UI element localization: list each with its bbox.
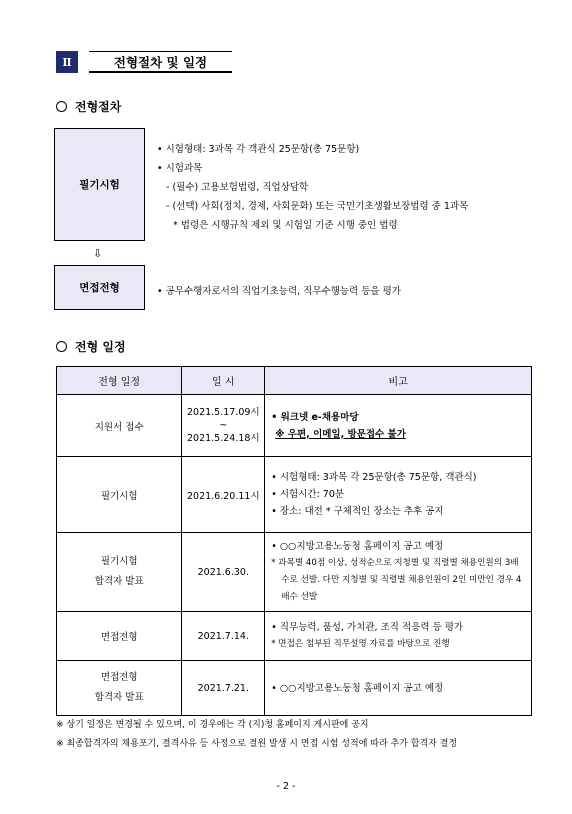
date-cell: 2021.6.30. (182, 533, 265, 612)
date-cell: 2021.5.17.09시 ~ 2021.5.24.18시 (182, 395, 265, 457)
stage-cell: 면접전형 합격자 발표 (57, 661, 182, 716)
notes-cell: • 워크넷 e-채용마당 ※ 우편, 이메일, 방문접수 불가 (265, 395, 532, 457)
footnote-2: ※ 최종합격자의 채용포기, 결격사유 등 사정으로 결원 발생 시 면접 시험 성적에 따라 추가 합격자 결정 (56, 739, 458, 749)
notes-cell: • ○○지방고용노동청 홈페이지 공고 예정 (265, 661, 532, 716)
stage-cell: 면접전형 (57, 612, 182, 661)
circle-bullet-icon (56, 341, 67, 352)
written-line-1: • 시험형태: 3과목 각 객관식 25문항(총 75문항) (157, 144, 360, 155)
stage-cell: 필기시험 합격자 발표 (57, 533, 182, 612)
date-cell: 2021.7.14. (182, 612, 265, 661)
footnote-1: ※ 상기 일정은 변경될 수 있으며, 이 경우에는 각 (지)청 홈페이지 게시판에 공지 (56, 720, 369, 730)
written-line-3: - (필수) 고용보험법령, 직업상담학 (166, 182, 309, 193)
written-line-2: • 시험과목 (157, 163, 203, 174)
table-row (57, 395, 532, 457)
notes-cell: • 직무능력, 품성, 가치관, 조직 적응력 등 평가 * 면접은 첨부된 직무설명 자료를 바탕으로 진행 (265, 612, 532, 661)
header-date: 일 시 (182, 367, 265, 395)
written-exam-box: 필기시험 (54, 128, 145, 241)
page-number: - 2 - (276, 781, 296, 792)
stage-cell: 필기시험 (57, 457, 182, 533)
table-row (57, 533, 532, 612)
header-notes: 비고 (265, 367, 532, 395)
header-stage: 전형 일정 (57, 367, 182, 395)
interview-line-1: • 공무수행자로서의 직업기초능력, 직무수행능력 등을 평가 (157, 286, 401, 297)
date-cell: 2021.6.20.11시 (182, 457, 265, 533)
date-cell: 2021.7.21. (182, 661, 265, 716)
stage-cell: 지원서 접수 (57, 395, 182, 457)
written-line-4: - (선택) 사회(정치, 경제, 사회문화) 또는 국민기초생활보장법령 중 1과목 (166, 201, 469, 212)
written-line-5: * 법령은 시행규칙 제외 및 시험일 기준 시행 중인 법령 (173, 220, 398, 231)
table-row (57, 661, 532, 716)
table-row (57, 457, 532, 533)
notes-cell: • 시험형태: 3과목 각 25문항(총 75문항, 객관식) • 시험시간: 70분 • 장소: 대전 * 구체적인 장소는 추후 공지 (265, 457, 532, 533)
table-header-row (57, 367, 532, 395)
section-number: Ⅱ (56, 51, 78, 73)
circle-bullet-icon (56, 101, 67, 112)
down-arrow-icon: ⇩ (93, 247, 103, 260)
table-row (57, 612, 532, 661)
schedule-heading: 전형 일정 (56, 338, 126, 355)
schedule-table (56, 366, 532, 716)
section-title: 전형절차 및 일정 (89, 51, 232, 73)
notes-cell: • ○○지방고용노동청 홈페이지 공고 예정 * 과목별 40점 이상, 성적순으로 지청별 및 직렬별 채용인원의 3배수로 선발. 다만 지청별 및 직렬별 채용인원이 2인 미만인 경우 4배수 선발 (265, 533, 532, 612)
procedure-heading: 전형절차 (56, 98, 121, 115)
interview-box: 면접전형 (54, 265, 145, 310)
